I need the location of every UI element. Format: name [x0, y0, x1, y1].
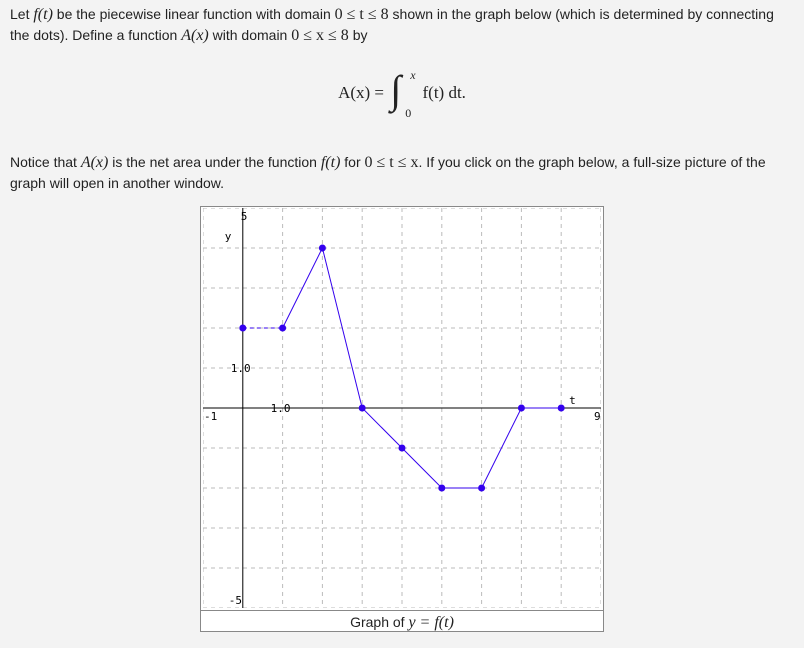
- intro-by: by: [352, 27, 368, 43]
- tick-label-y-min: -5: [228, 594, 243, 607]
- data-point-8: [558, 405, 565, 412]
- intro-paragraph: [10, 4, 796, 46]
- notice-range: 0 ≤ t ≤ x: [364, 154, 419, 171]
- intro-domain-x: 0 ≤ x ≤ 8: [291, 27, 349, 44]
- data-point-2: [319, 245, 326, 252]
- tick-label-x-unit: 1.0: [270, 402, 291, 415]
- notice-rest: . If you click on the graph below, a full-size picture of the graph will open in another window.: [10, 154, 766, 191]
- formula-lhs: A(x) =: [338, 82, 384, 102]
- data-point-7: [518, 405, 525, 412]
- tick-label-y-unit: 1.0: [230, 362, 251, 375]
- caption-expr: y = f(t): [408, 614, 454, 631]
- data-point-5: [438, 485, 445, 492]
- data-point-1: [279, 325, 286, 332]
- integral-lower-limit: 0: [405, 106, 412, 120]
- notice-is-net: is the net area under the function: [112, 154, 317, 170]
- notice-lead: Notice that: [10, 154, 77, 170]
- integral-upper-limit: x: [410, 68, 416, 82]
- data-point-4: [399, 445, 406, 452]
- data-point-6: [478, 485, 485, 492]
- intro-be-the: be the piecewise linear function with domain: [56, 6, 331, 22]
- x-axis-label: t: [569, 394, 576, 407]
- intro-domain-t: 0 ≤ t ≤ 8: [334, 6, 389, 23]
- graph-plot[interactable]: [203, 208, 601, 608]
- integral-sign: ∫ x 0: [390, 67, 416, 120]
- integral-formula: [0, 67, 804, 120]
- intro-let: Let: [10, 6, 30, 22]
- notice-a-x: A(x): [80, 154, 109, 171]
- intro-shown: shown in the graph below (which is determined by connecting the dots). Define a function: [10, 6, 774, 43]
- notice-paragraph: [10, 152, 796, 193]
- intro-f-t: f(t): [33, 6, 53, 23]
- y-axis-label: y: [224, 230, 232, 243]
- data-point-3: [359, 405, 366, 412]
- formula-integrand: f(t) dt.: [422, 82, 466, 102]
- tick-label-y-max: 5: [240, 210, 248, 223]
- tick-label-x-min: -1: [204, 410, 218, 423]
- intro-a-x: A(x): [181, 27, 209, 44]
- graph-caption: [200, 610, 604, 633]
- intro-with-domain: with domain: [212, 27, 288, 43]
- data-point-0: [239, 325, 246, 332]
- tick-label-x-max: 9: [594, 410, 601, 423]
- notice-f-t: f(t): [320, 154, 341, 171]
- caption-text: Graph of: [350, 614, 405, 630]
- notice-for: for: [344, 154, 361, 170]
